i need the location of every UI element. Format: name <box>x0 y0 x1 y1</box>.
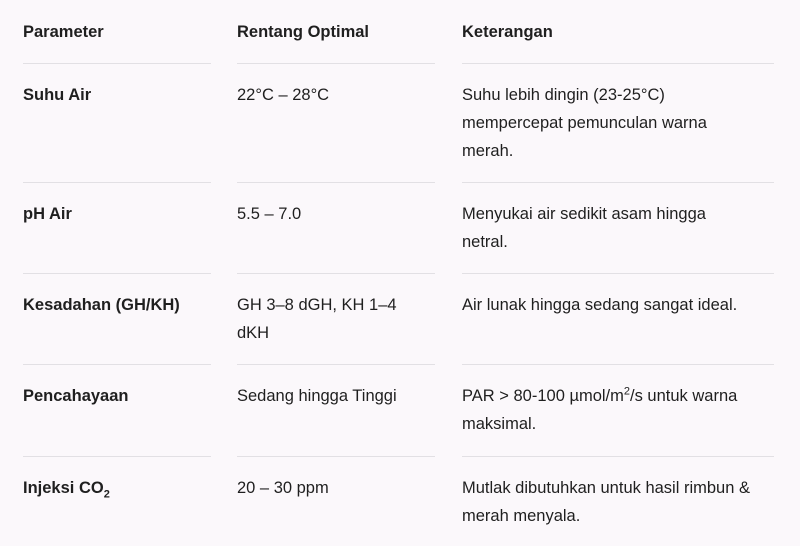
divider <box>237 63 435 64</box>
header-notes: Keterangan <box>462 23 553 41</box>
divider <box>237 182 435 183</box>
row-parameter: Suhu Air <box>23 86 92 104</box>
notes-text: /s untuk warna maksimal. <box>462 387 738 433</box>
divider <box>462 456 774 457</box>
row-parameter <box>23 474 213 502</box>
row-range: GH 3–8 dGH, KH 1–4 dKH <box>237 296 397 342</box>
divider <box>237 364 435 365</box>
row-range: 5.5 – 7.0 <box>237 205 302 223</box>
header-parameter: Parameter <box>23 23 104 41</box>
header-range: Rentang Optimal <box>237 23 370 41</box>
row-notes <box>462 382 772 438</box>
divider <box>462 63 774 64</box>
divider <box>237 456 435 457</box>
row-notes: Mutlak dibutuhkan untuk hasil rimbun & merah menyala. <box>462 479 750 525</box>
divider <box>237 273 435 274</box>
divider <box>23 456 211 457</box>
divider <box>23 364 211 365</box>
divider <box>23 182 211 183</box>
row-range: 22°C – 28°C <box>237 86 330 104</box>
row-parameter: Pencahayaan <box>23 387 129 405</box>
divider <box>462 273 774 274</box>
subscript-2: 2 <box>103 488 110 501</box>
divider <box>23 273 211 274</box>
divider <box>462 182 774 183</box>
row-range: Sedang hingga Tinggi <box>237 387 397 405</box>
row-notes: Suhu lebih dingin (23-25°C) mempercepat pemunculan warna merah. <box>462 86 707 160</box>
row-notes: Air lunak hingga sedang sangat ideal. <box>462 296 738 314</box>
notes-text: PAR > 80-100 µmol/m <box>462 387 624 405</box>
row-parameter: Kesadahan (GH/KH) <box>23 296 180 314</box>
row-parameter: pH Air <box>23 205 72 223</box>
divider <box>23 63 211 64</box>
parameter-text: Injeksi CO <box>23 479 104 497</box>
row-notes: Menyukai air sedikit asam hingga netral. <box>462 205 706 251</box>
superscript-2: 2 <box>623 385 631 398</box>
row-range: 20 – 30 ppm <box>237 479 329 497</box>
divider <box>462 364 774 365</box>
